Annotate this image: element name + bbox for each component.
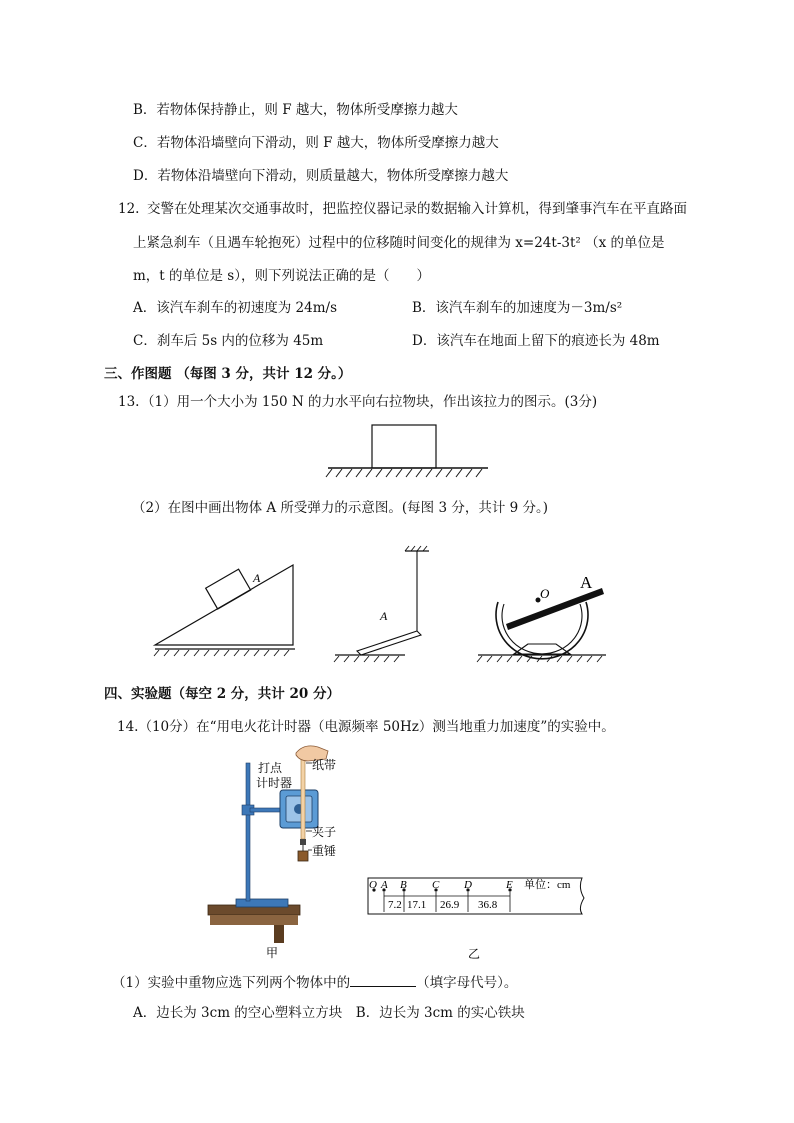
- apparatus-figure-jia: [200, 745, 380, 965]
- segment-bc: 17.1: [407, 899, 427, 911]
- label-timer-1: 打点: [258, 761, 283, 775]
- unit-label: 单位：cm: [524, 879, 571, 891]
- q13-part2: （2）在图中画出物体 A 所受弹力的示意图。(每图 3 分，共计 9 分。): [132, 500, 549, 516]
- table-edge: [210, 915, 298, 925]
- table-leg: [274, 925, 284, 943]
- stand-base: [236, 899, 288, 907]
- q14-sub1-tail: （填字母代号）。: [416, 975, 518, 991]
- q12-stem-line3: m，t 的单位是 s），则下列说法正确的是（ ）: [133, 268, 430, 284]
- q12-option-c: C．刹车后 5s 内的位移为 45m: [133, 333, 324, 349]
- point-d: D: [464, 879, 472, 891]
- q12-number: 12.: [118, 201, 140, 217]
- q12-stem-line1: 交警在处理某次交通事故时，把监控仪器记录的数据输入计算机，得到肇事汽车在平直路面: [147, 201, 687, 217]
- segment-ab: 7.2: [388, 899, 402, 911]
- point-e: E: [506, 879, 513, 891]
- segment-de: 36.8: [478, 899, 498, 911]
- label-o: O: [540, 586, 550, 601]
- point-o: O: [369, 879, 377, 891]
- point-c: C: [432, 879, 440, 891]
- q14-intro: 14.（10分）在“用电火花计时器（电源频率 50Hz）测当地重力加速度”的实验中。: [117, 719, 615, 735]
- q12-option-a: A．该汽车刹车的初速度为 24m/s: [133, 300, 337, 316]
- block-a-on-incline: [206, 569, 251, 609]
- label-timer-2: 计时器: [256, 776, 293, 790]
- caption-jia: 甲: [266, 946, 279, 960]
- elastic-force-figures: [143, 545, 453, 670]
- label-a-incline: A: [253, 571, 261, 585]
- clip: [300, 839, 306, 845]
- block: [372, 425, 436, 468]
- weight: [298, 851, 308, 861]
- q14-sub1-stem: [112, 974, 517, 991]
- label-weight: 重锤: [312, 844, 337, 858]
- label-a-rod: A: [380, 609, 388, 623]
- paper-tape: [301, 753, 305, 839]
- bowl-rod-figure: [470, 570, 620, 670]
- hanging-rod-figure: [334, 546, 429, 662]
- stand-rod: [246, 763, 250, 901]
- ground-hatching: [326, 469, 482, 477]
- q11-option-d: D．若物体沿墙壁向下滑动，则质量越大，物体所受摩擦力越大: [133, 168, 509, 184]
- label-clip: 夹子: [312, 825, 337, 839]
- q12-stem-line2: 上紧急刹车（且遇车轮抱死）过程中的位移随时间变化的规律为 x=24t-3t² （x 的单位是: [133, 235, 665, 251]
- q11-option-b: B．若物体保持静止，则 F 越大，物体所受摩擦力越大: [133, 102, 458, 118]
- q14-sub1-text: （1）实验中重物应选下列两个物体中的: [112, 975, 351, 991]
- incline-figure: [154, 565, 295, 656]
- label-tape: 纸带: [312, 758, 337, 772]
- block-on-ground-figure: [320, 420, 495, 480]
- tape-figure-yi: [364, 872, 594, 962]
- q12-option-d: D．该汽车在地面上留下的痕迹长为 48m: [412, 333, 660, 349]
- q14-sub1-blank[interactable]: [350, 974, 416, 987]
- point-b: B: [400, 879, 407, 891]
- caption-yi: 乙: [468, 947, 481, 961]
- label-a-bowl: A: [580, 573, 593, 592]
- section-3-heading: 三、作图题 （每图 3 分，共计 12 分。）: [104, 366, 352, 382]
- section-4-heading: 四、实验题（每空 2 分，共计 20 分）: [104, 686, 340, 702]
- segment-cd: 26.9: [440, 899, 460, 911]
- rod-a-bowl: [506, 588, 604, 630]
- q12-option-b: B．该汽车刹车的加速度为－3m/s²: [412, 300, 623, 316]
- point-a: A: [381, 879, 388, 891]
- q11-option-c: C．若物体沿墙壁向下滑动，则 F 越大，物体所受摩擦力越大: [133, 135, 499, 151]
- q13-number: 13.: [118, 394, 140, 410]
- q13-part1: （1）用一个大小为 150 N 的力水平向右拉物块，作出该拉力的图示。(3分): [141, 394, 598, 410]
- q14-sub1-options: A．边长为 3cm 的空心塑料立方块 B．边长为 3cm 的实心铁块: [133, 1005, 525, 1021]
- rod-a: [357, 631, 421, 655]
